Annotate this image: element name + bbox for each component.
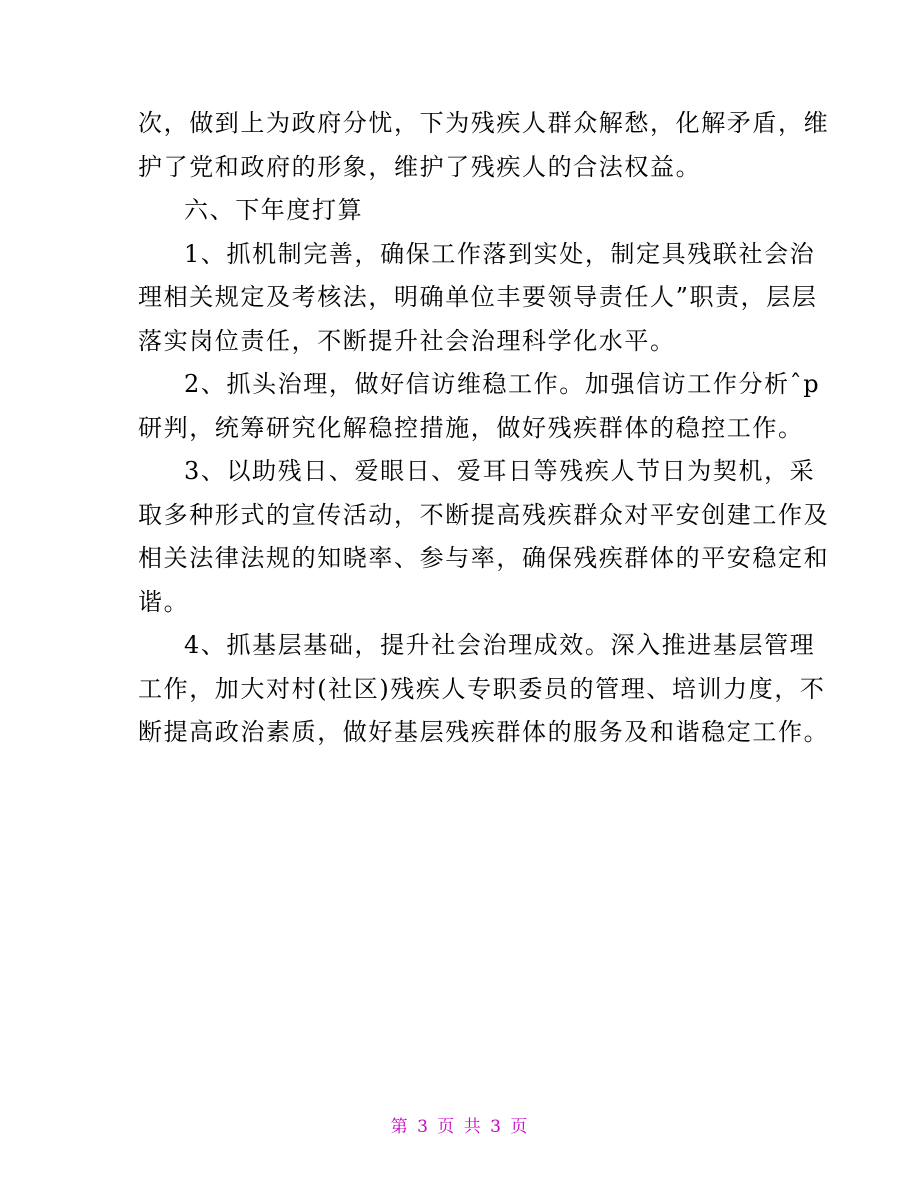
paragraph <box>138 102 830 189</box>
text-line: 相关法律法规的知晓率、参与率，确保残疾群体的平安稳定和 <box>138 544 830 572</box>
page-number-footer: 第 3 页 共 3 页 <box>390 1117 530 1137</box>
paragraph <box>138 233 818 364</box>
text-line: 次，做到上为政府分忧，下为残疾人群众解愁，化解矛盾，维 <box>138 109 830 137</box>
section-heading <box>138 189 798 233</box>
text-line: 理相关规定及考核法，明确单位丰要领导责任人”职责，层层 <box>138 283 818 311</box>
document-body <box>138 102 830 755</box>
text-line: 2、抓头治理，做好信访维稳工作。加强信访工作分析ˆp <box>184 370 821 398</box>
text-line: 3、以助残日、爱眼日、爱耳日等残疾人节日为契机，采 <box>184 457 816 485</box>
text-line: 谐。 <box>138 587 190 616</box>
text-line: 六、下年度打算 <box>184 196 364 224</box>
paragraph <box>138 624 830 755</box>
text-line: 护了党和政府的形象，维护了残疾人的合法权益。 <box>138 152 702 181</box>
paragraph <box>138 450 830 624</box>
text-line: 工作，加大对村(社区)残疾人专职委员的管理、培训力度，不 <box>138 674 826 703</box>
text-line: 取多种形式的宣传活动，不断提高残疾群众对平安创建工作及 <box>138 500 830 529</box>
paragraph <box>138 363 821 450</box>
text-line: 研判，统筹研究化解稳控措施，做好残疾群体的稳控工作。 <box>138 413 804 442</box>
text-line: 4、抓基层基础，提升社会治理成效。深入推进基层管理 <box>184 631 816 659</box>
text-line: 1、抓机制完善，确保工作落到实处，制定具残联社会治 <box>184 239 816 268</box>
text-line: 落实岗位责任，不断提升社会治理科学化水平。 <box>138 326 676 355</box>
text-line: 断提高政治素质，做好基层残疾群体的服务及和谐稳定工作。 <box>138 718 830 746</box>
